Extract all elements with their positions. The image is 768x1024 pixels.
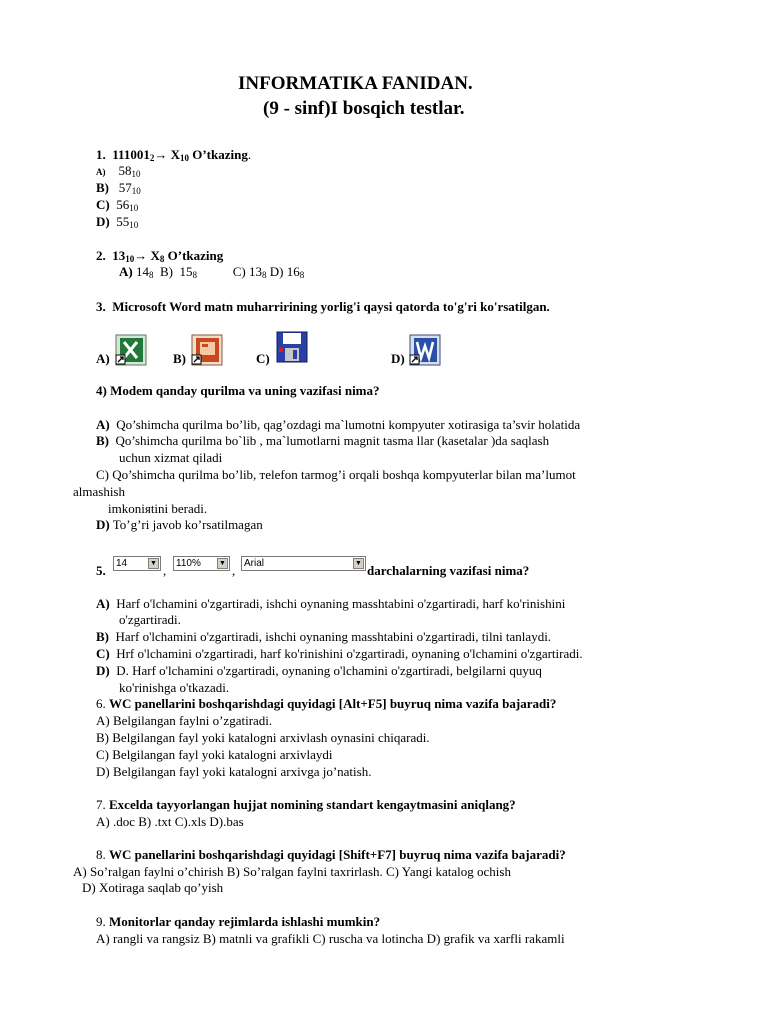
q4-option-a: A) Qo’shimcha qurilma bo’lib, qag’ozdagi ma`lumotni kompyuter xotirasiga ta’svir holatida (96, 417, 581, 432)
q8-options-line1: A) So’ralgan faylni o’chirish B) So’ralgan faylni taxrirlash. C) Yangi katalog ochish (73, 864, 511, 879)
font-size-value: 14 (116, 558, 128, 569)
question-2: 2. $13_{10}\to X_8$ O’tkazing (96, 248, 224, 264)
q5-option-b: B) Harf o'lchamini o'zgartiradi, ishchi oynaning masshtabini o'zgartiradi, tilni tanlaydi. (96, 629, 552, 644)
save-disk-icon (276, 331, 306, 361)
question-4: 4) Modem qanday qurilma va uning vazifasi nima? (96, 383, 380, 398)
word-icon (409, 334, 439, 364)
chevron-down-icon[interactable]: ▼ (353, 558, 364, 569)
q8-options-line2: D) Xotiraga saqlab qo’yish (82, 880, 224, 895)
font-name-combo[interactable] (241, 556, 366, 571)
zoom-value: 110% (176, 558, 201, 569)
q4-option-b: B) Qo’shimcha qurilma bo`lib , ma`lumotlarni magnit tasma llar (kasetalar )da saqlash (96, 433, 550, 448)
question-6: 6. WC panellarini boshqarishdagi quyidagi [Alt+F5] buyruq nima vazifa bajaradi? (96, 696, 557, 711)
excel-icon (115, 334, 145, 364)
question-8: 8. WC panellarini boshqarishdagi quyidagi [Shift+F7] buyruq nima vazifa bajaradi? (96, 847, 566, 862)
q7-options: A) .doc B) .txt C).xls D).bas (96, 814, 244, 829)
title-line2: (9 - sinf)I bosqich testlar. (263, 98, 465, 119)
q6-option-c: C) Belgilangan fayl yoki katalogni arxivlaydi (96, 747, 333, 762)
question-9: 9. Monitorlar qanday rejimlarda ishlashi mumkin? (96, 914, 381, 929)
font-size-combo[interactable] (113, 556, 161, 571)
question-3: 3. Microsoft Word matn muharririning yorlig'i qaysi qatorda to'g'ri ko'rsatilgan. (96, 299, 550, 314)
font-name-value: Arial (244, 558, 265, 569)
q4-option-c: C) Qo’shimcha qurilma bo’lib, тelefon tarmog’i orqali boshqa kompyuterlar bilan ma’lumot (96, 467, 576, 482)
zoom-combo[interactable] (173, 556, 230, 571)
q4-option-d: D) To’g’ri javob ko’rsatilmagan (96, 517, 263, 532)
q4-option-b-cont: uchun xizmat qiladi (119, 450, 223, 465)
q2-options: A) $14_8$ B) $15_8$ C) $13_8$ D) $16_8$ (119, 264, 305, 280)
q1-option-d: D) $55_{10}$ (96, 214, 139, 230)
q6-option-a: A) Belgilangan faylni o’zgatiradi. (96, 713, 273, 728)
title-line1: INFORMATIKA FANIDAN. (238, 73, 473, 94)
q5-option-d: D) D. Harf o'lchamini o'zgartiradi, oynaning o'lchamini o'zgartiradi, belgilarni quyuq (96, 663, 542, 678)
q5-option-a-cont: o'zgartiradi. (119, 612, 181, 627)
chevron-down-icon[interactable]: ▼ (148, 558, 159, 569)
powerpoint-icon (191, 334, 221, 364)
q4-option-c-cont2: imkoniяtini beradi. (108, 501, 208, 516)
q4-option-c-cont: almashish (73, 484, 125, 499)
q5-separator-1: , (163, 563, 167, 578)
chevron-down-icon[interactable]: ▼ (217, 558, 228, 569)
q9-options: A) rangli va rangsiz B) matnli va grafikli C) ruscha va lotincha D) grafik va xarfli rakamli (96, 931, 565, 946)
question-5-number: 5. (96, 563, 106, 578)
question-1: 1. $111001_2\to X_{10}$ O’tkazing. (96, 147, 252, 163)
q6-option-b: B) Belgilangan fayl yoki katalogni arxivlash oynasini chiqaradi. (96, 730, 430, 745)
q5-option-c: C) Hrf o'lchamini o'zgartiradi, harf ko'rinishini o'zgartiradi, oynaning o'lchamini o'zgartiradi. (96, 646, 583, 661)
q1-option-a: A) $58_{10}$ (96, 163, 141, 179)
q3-label-d: D) (391, 351, 405, 366)
q5-option-a: A) Harf o'lchamini o'zgartiradi, ishchi oynaning masshtabini o'zgartiradi, harf ko'rinishini (96, 596, 566, 611)
q5-separator-2: , (232, 563, 236, 578)
q3-label-b: B) (173, 351, 186, 366)
q1-option-c: C) $56_{10}$ (96, 197, 139, 213)
q3-label-a: A) (96, 351, 110, 366)
q6-option-d: D) Belgilangan fayl yoki katalogni arxivga jo’natish. (96, 764, 372, 779)
question-7: 7. Excelda tayyorlangan hujjat nomining standart kengaytmasini aniqlang? (96, 797, 516, 812)
question-5-text: darchalarning vazifasi nima? (367, 563, 530, 578)
q3-label-c: C) (256, 351, 270, 366)
q1-option-b: B) $57_{10}$ (96, 180, 141, 196)
q5-option-d-cont: ko'rinishga o'tkazadi. (119, 680, 230, 695)
